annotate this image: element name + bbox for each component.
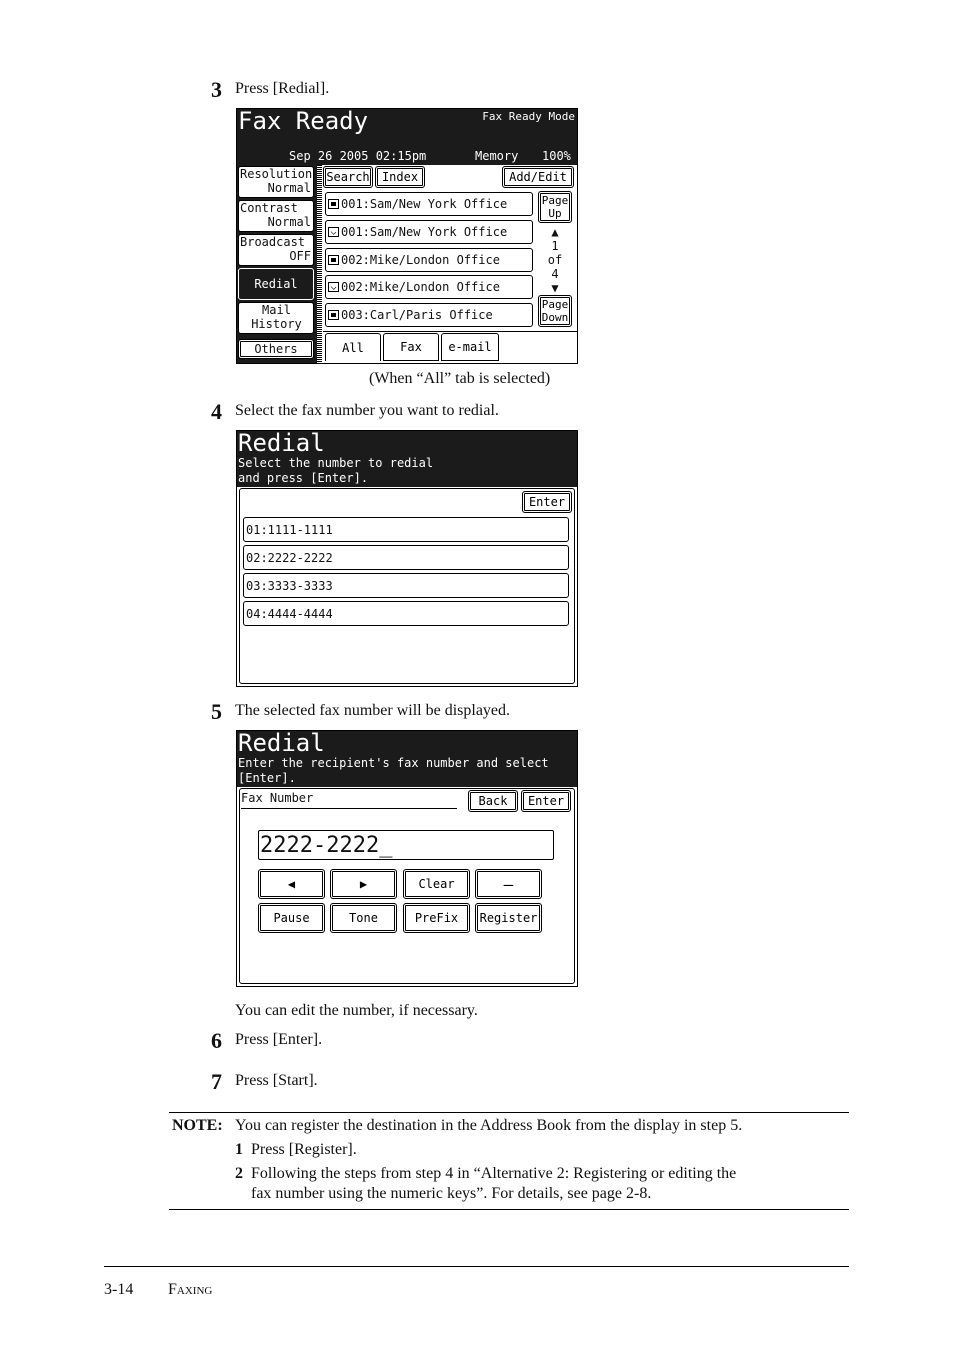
page-down-line2: Down	[541, 311, 569, 324]
contrast-value: Normal	[267, 215, 311, 229]
add-edit-button[interactable]: Add/Edit	[502, 166, 574, 188]
resolution-label: Resolution	[240, 167, 313, 181]
triangle-left-icon: ◀	[287, 877, 296, 891]
dash-button[interactable]: –	[475, 869, 542, 899]
instruction-line1: Select the number to redial	[238, 456, 434, 470]
broadcast-button[interactable]	[238, 234, 314, 266]
broadcast-value: OFF	[289, 249, 311, 263]
redial-number-row[interactable]: 03:3333-3333	[243, 573, 569, 598]
address-entry[interactable]	[325, 275, 533, 299]
mail-icon	[328, 227, 339, 237]
note-item-1-number: 1	[235, 1141, 243, 1158]
tone-button[interactable]: Tone	[330, 903, 397, 933]
screen-title: Redial	[238, 730, 325, 757]
fax-number-label: Fax Number	[241, 791, 457, 809]
triangle-down-icon: ▼	[551, 281, 559, 295]
enter-button[interactable]: Enter	[522, 491, 572, 513]
entry-text: 002:Mike/London Office	[341, 253, 500, 267]
note-item-2-line1: Following the steps from step 4 in “Alternative 2: Registering or editing the	[251, 1165, 737, 1182]
section-name: Faxing	[168, 1281, 213, 1298]
address-entry[interactable]	[325, 192, 533, 216]
memory-value: 100%	[542, 149, 571, 163]
tab-all[interactable]: All	[325, 333, 381, 361]
instruction-line2: [Enter].	[238, 771, 296, 785]
screen-title: Fax Ready	[238, 108, 369, 135]
redial-header	[237, 731, 577, 787]
tab-fax[interactable]: Fax	[383, 333, 439, 361]
back-button[interactable]: Back	[468, 790, 518, 812]
note-item-2-line2: fax number using the numeric keys”. For details, see page 2-8.	[251, 1185, 652, 1202]
mail-history-line1: Mail	[262, 303, 291, 317]
footer-rule	[104, 1266, 849, 1267]
step-5-text: The selected fax number will be displayed.	[235, 702, 511, 719]
step-3-text: Press [Redial].	[235, 80, 330, 97]
resolution-button[interactable]	[238, 166, 314, 198]
address-entry[interactable]	[325, 248, 533, 272]
step-5-number: 5	[211, 699, 222, 724]
note-bottom-rule	[169, 1209, 849, 1210]
fax-icon	[328, 255, 339, 265]
memory-label: Memory	[475, 149, 519, 163]
redial-list-screen	[236, 430, 578, 687]
page-up-line2: Up	[548, 207, 562, 220]
page-number: 3-14	[104, 1281, 134, 1298]
screen-title: Redial	[238, 430, 325, 457]
index-button[interactable]: Index	[375, 166, 425, 188]
step-7-text: Press [Start].	[235, 1072, 318, 1089]
redial-number-row[interactable]: 02:2222-2222	[243, 545, 569, 570]
page-up-line1: Page	[541, 194, 569, 207]
redial-number-row[interactable]: 01:1111-1111	[243, 517, 569, 542]
redial-entry-screen	[236, 730, 578, 987]
note-top-rule	[169, 1112, 849, 1113]
page-down-line1: Page	[541, 298, 569, 311]
entry-text: 003:Carl/Paris Office	[341, 308, 493, 322]
entry-text: 002:Mike/London Office	[341, 280, 500, 294]
note-item-1-text: Press [Register].	[251, 1141, 357, 1158]
redial-button[interactable]: Redial	[238, 268, 314, 300]
page-total: 4	[551, 267, 559, 281]
entry-text: 001:Sam/New York Office	[341, 197, 508, 211]
separator	[317, 165, 322, 363]
note-text: You can register the destination in the Address Book from the display in step 5.	[235, 1117, 743, 1134]
step-7-number: 7	[211, 1069, 222, 1094]
screen-caption: (When “All” tab is selected)	[369, 370, 551, 387]
page-up-button[interactable]	[538, 191, 572, 223]
prefix-button[interactable]: PreFix	[403, 903, 470, 933]
redial-number-row[interactable]: 04:4444-4444	[243, 601, 569, 626]
step-3-number: 3	[211, 77, 222, 102]
broadcast-label: Broadcast	[240, 235, 306, 249]
address-entry[interactable]	[325, 303, 533, 327]
others-button[interactable]: Others	[238, 339, 314, 359]
fax-ready-screen	[236, 108, 578, 364]
resolution-value: Normal	[267, 181, 311, 195]
clear-button[interactable]: Clear	[403, 869, 470, 899]
step-6-number: 6	[211, 1028, 222, 1053]
instruction	[238, 456, 433, 486]
step-6-text: Press [Enter].	[235, 1031, 323, 1048]
address-entry[interactable]	[325, 220, 533, 244]
fax-ready-header	[237, 109, 577, 165]
cursor-right-button[interactable]	[330, 869, 397, 899]
fax-number-input[interactable]: 2222-2222_	[258, 830, 554, 860]
mail-icon	[328, 282, 339, 292]
page-indicator	[538, 225, 572, 295]
redial-header	[237, 431, 577, 487]
pause-button[interactable]: Pause	[258, 903, 325, 933]
page-current: 1	[551, 239, 559, 253]
contrast-button[interactable]	[238, 200, 314, 232]
tab-email[interactable]: e-mail	[441, 333, 499, 361]
entry-text: 001:Sam/New York Office	[341, 225, 508, 239]
mode-label: Fax Ready Mode	[482, 110, 575, 123]
search-button[interactable]: Search	[323, 166, 373, 188]
instruction-line2: and press [Enter].	[238, 471, 369, 485]
step-5-note: You can edit the number, if necessary.	[235, 1002, 478, 1019]
triangle-right-icon: ▶	[359, 877, 368, 891]
fax-icon	[328, 310, 339, 320]
mail-history-line2: History	[251, 317, 302, 331]
page-down-button[interactable]	[538, 295, 572, 327]
mail-history-button[interactable]	[238, 302, 314, 334]
triangle-up-icon: ▲	[551, 225, 559, 239]
datetime: Sep 26 2005 02:15pm	[289, 149, 427, 163]
note-item-2-number: 2	[235, 1165, 243, 1182]
step-4-text: Select the fax number you want to redial.	[235, 402, 499, 419]
instruction-line1: Enter the recipient's fax number and select	[238, 756, 549, 770]
cursor-left-button[interactable]	[258, 869, 325, 899]
fax-icon	[328, 199, 339, 209]
note-label: NOTE:	[172, 1117, 223, 1134]
instruction	[238, 756, 549, 786]
contrast-label: Contrast	[240, 201, 298, 215]
tab-line	[323, 331, 577, 332]
step-4-number: 4	[211, 399, 222, 424]
enter-button[interactable]: Enter	[521, 790, 571, 812]
page-of: of	[547, 253, 563, 267]
register-button[interactable]: Register	[475, 903, 542, 933]
